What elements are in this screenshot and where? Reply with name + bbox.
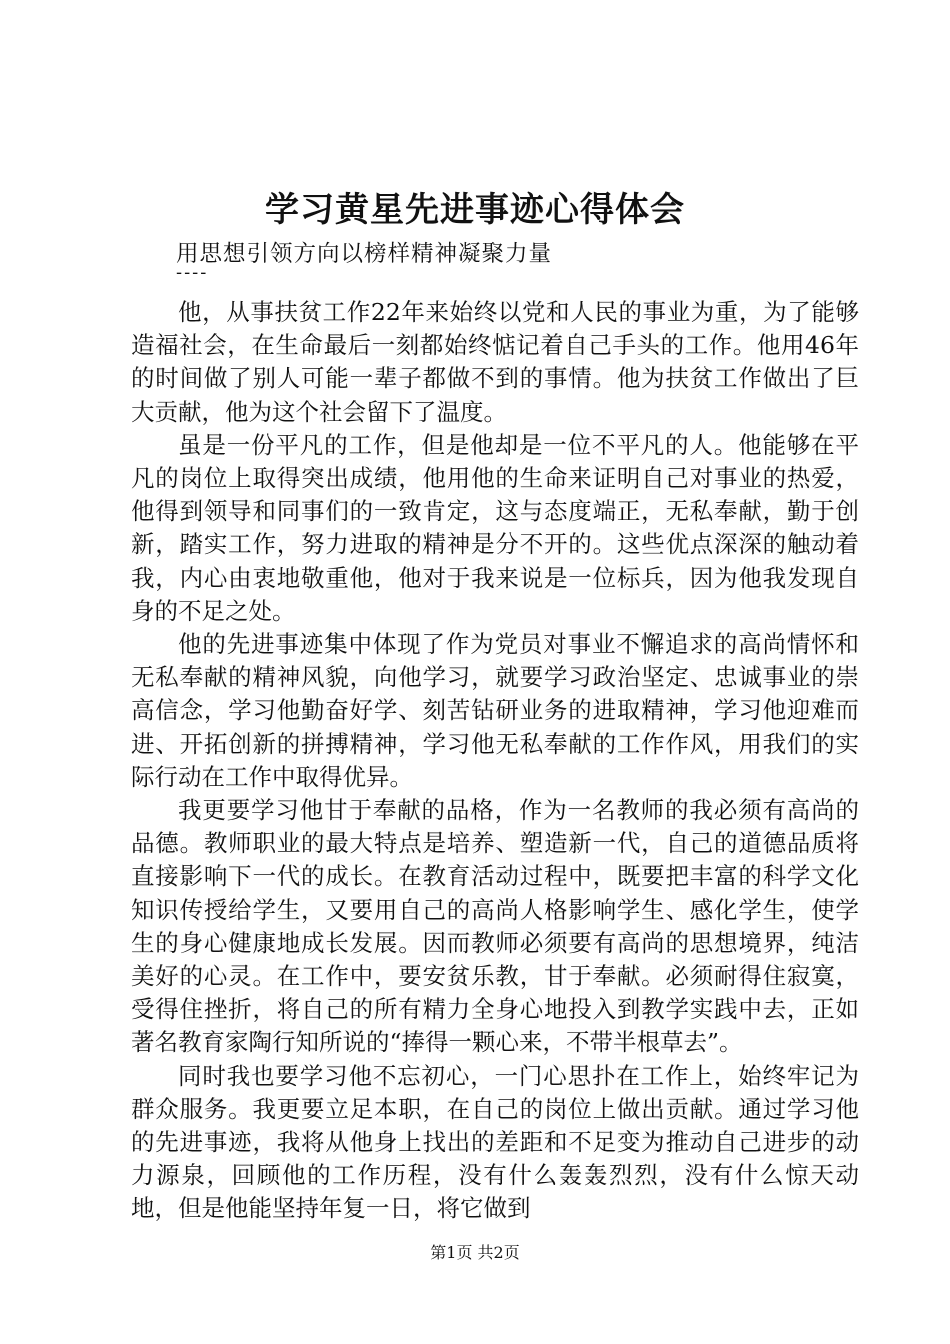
subtitle-rule: ---- — [176, 262, 209, 283]
document-body — [131, 296, 859, 1226]
paragraph: 同时我也要学习他不忘初心，一门心思扑在工作上，始终牢记为群众服务。我更要立足本职，在自己的岗位上做出贡献。通过学习他的先进事迹，我将从他身上找出的差距和不足变为推动自己进步的动力源泉，回顾他的工作历程，没有什么轰轰烈烈，没有什么惊天动地，但是他能坚持年复一日，将它做到 — [131, 1061, 859, 1223]
document-subtitle: 用思想引领方向以榜样精神凝聚力量 — [176, 241, 553, 267]
document-title: 学习黄星先进事迹心得体会 — [265, 190, 685, 230]
paragraph: 他，从事扶贫工作22年来始终以党和人民的事业为重，为了能够造福社会，在生命最后一刻都始终惦记着自己手头的工作。他用46年的时间做了别人可能一辈子都做不到的事情。他为扶贫工作做出了巨大贡献，他为这个社会留下了温度。 — [131, 298, 859, 426]
paragraph: 他的先进事迹集中体现了作为党员对事业不懈追求的高尚情怀和无私奉献的精神风貌，向他学习，就要学习政治坚定、忠诚事业的崇高信念，学习他勤奋好学、刻苦钻研业务的进取精神，学习他迎难而进、开拓创新的拼搏精神，学习他无私奉献的工作作风，用我们的实际行动在工作中取得优异。 — [131, 630, 859, 791]
page-indicator: 第1页 共2页 — [430, 1243, 520, 1262]
paragraph: 我更要学习他甘于奉献的品格，作为一名教师的我必须有高尚的品德。教师职业的最大特点是培养、塑造新一代，自己的道德品质将直接影响下一代的成长。在教育活动过程中，既要把丰富的科学文化知识传授给学生，又要用自己的高尚人格影响学生、感化学生，使学生的身心健康地成长发展。因而教师必须要有高尚的思想境界，纯洁美好的心灵。在工作中，要安贫乐教，甘于奉献。必须耐得住寂寞，受得住挫折，将自己的所有精力全身心地投入到教学实践中去，正如著名教育家陶行知所说的“捧得一颗心来，不带半根草去”。 — [131, 796, 859, 1057]
paragraph: 虽是一份平凡的工作，但是他却是一位不平凡的人。他能够在平凡的岗位上取得突出成绩，他用他的生命来证明自己对事业的热爱，他得到领导和同事们的一致肯定，这与态度端正，无私奉献，勤于创新，踏实工作，努力进取的精神是分不开的。这些优点深深的触动着我，内心由衷地敬重他，他对于我来说是一位标兵，因为他我发现自身的不足之处。 — [131, 430, 859, 625]
